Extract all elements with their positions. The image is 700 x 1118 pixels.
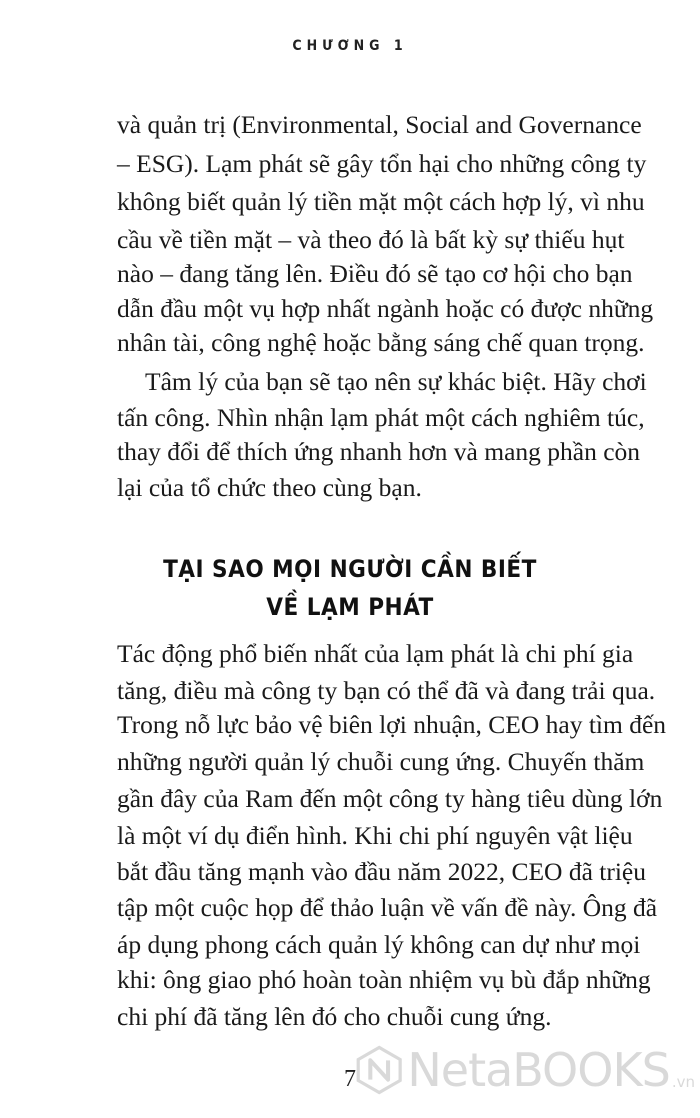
watermark-text: NetaBOOKS xyxy=(407,1043,670,1097)
running-head: CHƯƠNG 1 xyxy=(292,38,408,54)
paragraph-1-line: nhân tài, công nghệ hoặc bằng sáng chế quan trọng. xyxy=(117,328,645,357)
paragraph-3-line: là một ví dụ điển hình. Khi chi phí nguyên vật liệu xyxy=(117,821,633,850)
paragraph-2-line: lại của tổ chức theo cùng bạn. xyxy=(117,473,422,502)
paragraph-3-line: tập một cuộc họp để thảo luận về vấn đề này. Ông đã xyxy=(117,893,658,922)
paragraph-2-line: tấn công. Nhìn nhận lạm phát một cách nghiêm túc, xyxy=(117,403,645,432)
paragraph-1-line: nào – đang tăng lên. Điều đó sẽ tạo cơ hội cho bạn xyxy=(117,259,633,288)
paragraph-1-line: và quản trị (Environmental, Social and Governance xyxy=(117,110,642,139)
paragraph-3-line: khi: ông giao phó hoàn toàn nhiệm vụ bù đắp những xyxy=(117,965,651,994)
paragraph-1-line: dẫn đầu một vụ hợp nhất ngành hoặc có được những xyxy=(117,294,654,323)
paragraph-2-line: Tâm lý của bạn sẽ tạo nên sự khác biệt. Hãy chơi xyxy=(145,367,647,396)
paragraph-1-line: cầu về tiền mặt – và theo đó là bất kỳ sự thiếu hụt xyxy=(117,225,625,254)
paragraph-3-line: áp dụng phong cách quản lý không can dự như mọi xyxy=(117,930,641,959)
paragraph-3-line: chi phí đã tăng lên đó cho chuỗi cung ứng. xyxy=(117,1002,552,1031)
paragraph-3-line: Tác động phổ biến nhất của lạm phát là chi phí gia xyxy=(117,639,634,668)
paragraph-3-line: tăng, điều mà công ty bạn có thể đã và đang trải qua. xyxy=(117,676,656,705)
paragraph-3-line: những người quản lý chuỗi cung ứng. Chuyến thăm xyxy=(117,747,645,776)
page-number: 7 xyxy=(344,1066,356,1092)
paragraph-3-line: bắt đầu tăng mạnh vào đầu năm 2022, CEO đã triệu xyxy=(117,857,646,886)
paragraph-3-line: gần đây của Ram đến một công ty hàng tiêu dùng lớn xyxy=(117,784,663,813)
paragraph-1-line: không biết quản lý tiền mặt một cách hợp lý, vì nhu xyxy=(117,187,645,216)
paragraph-2-line: thay đổi để thích ứng nhanh hơn và mang phần còn xyxy=(117,437,641,466)
watermark xyxy=(355,1035,695,1105)
section-heading-line-2: VỀ LẠM PHÁT xyxy=(266,593,434,621)
netabooks-logo-icon xyxy=(355,1041,403,1099)
paragraph-3-line: Trong nỗ lực bảo vệ biên lợi nhuận, CEO hay tìm đến xyxy=(117,710,667,739)
paragraph-1-line: – ESG). Lạm phát sẽ gây tổn hại cho những công ty xyxy=(117,149,647,178)
section-heading-line-1: TẠI SAO MỌI NGƯỜI CẦN BIẾT xyxy=(163,555,537,583)
watermark-suffix: .vn xyxy=(671,1073,695,1091)
